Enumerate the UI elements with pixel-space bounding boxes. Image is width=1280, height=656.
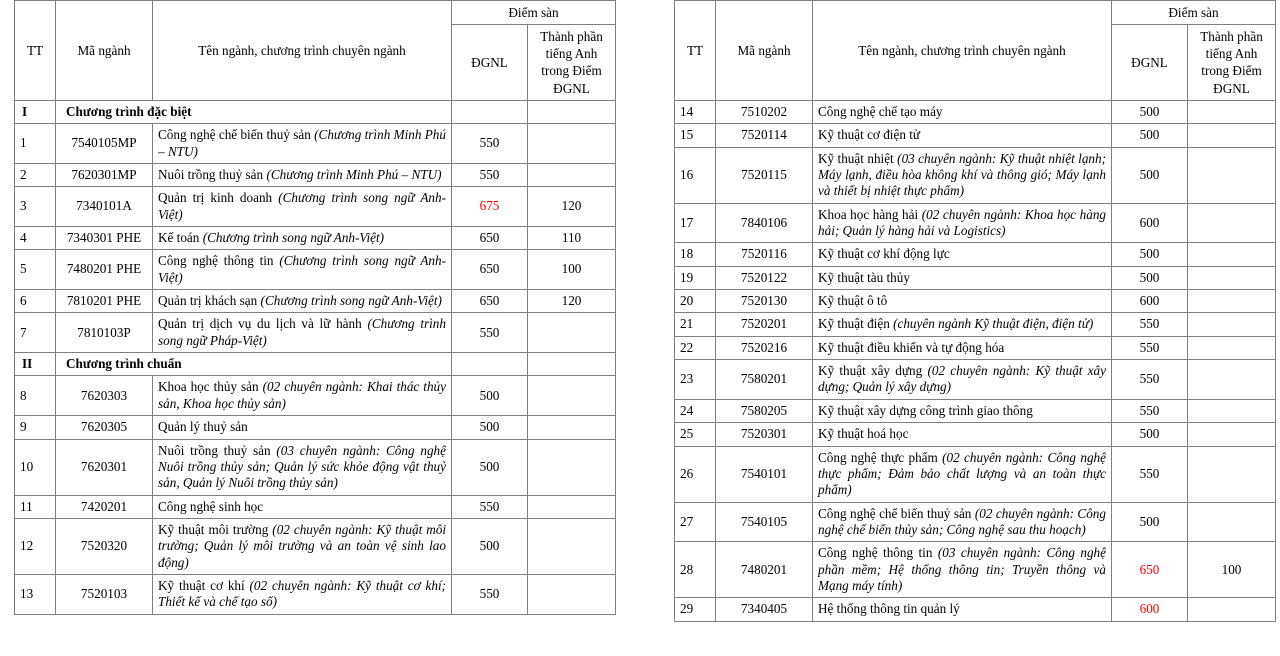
major-specialization-text: (02 chuyên ngành: Khoa học hàng hải; Quản lý hàng hải và Logistics) <box>818 206 1107 238</box>
cell-major-name <box>813 243 1112 266</box>
header-code: Mã ngành <box>716 1 813 101</box>
cell-english-component-score <box>1188 336 1276 359</box>
cell-tt: 19 <box>675 266 716 289</box>
cell-english-component-score <box>1188 313 1276 336</box>
cell-tt: 9 <box>15 416 56 439</box>
header-name: Tên ngành, chương trình chuyên ngành <box>153 1 452 101</box>
major-name-text: Kỹ thuật cơ điện tử <box>818 127 921 143</box>
cell-major-name <box>813 100 1112 123</box>
cell-major-code: 7620301 <box>56 439 153 495</box>
cell-english-component-score <box>1188 266 1276 289</box>
table-row <box>15 163 616 186</box>
major-name-text: Hệ thống thông tin quản lý <box>818 601 960 617</box>
header-english-component: Thành phần tiếng Anh trong Điểm ĐGNL <box>1188 25 1276 101</box>
cell-major-name <box>153 495 452 518</box>
cell-dgnl-score: 500 <box>1112 266 1188 289</box>
major-specialization-text: (02 chuyên ngành: Công nghệ thực phẩm; Đảm bảo chất lượng và an toàn thực phẩm) <box>818 449 1106 498</box>
cell-major-name <box>813 313 1112 336</box>
cell-dgnl-score: 500 <box>452 518 528 574</box>
cell-major-code: 7520115 <box>716 147 813 203</box>
table-row <box>15 313 616 353</box>
cell-dgnl-score: 500 <box>452 416 528 439</box>
cell-tt: 28 <box>675 542 716 598</box>
cell-english-component-score <box>1188 100 1276 123</box>
cell-english-component-score <box>1188 360 1276 400</box>
section-dgnl-cell <box>452 353 528 376</box>
cell-english-component-score: 120 <box>528 290 616 313</box>
major-name-text: Kỹ thuật ô tô <box>818 293 888 309</box>
cell-major-name <box>153 226 452 249</box>
major-specialization-text: (03 chuyên ngành: Kỹ thuật nhiệt lạnh; Máy lạnh, điều hòa không khí và thông gió; Máy lạnh và thiết bị nhiệt thực phẩm) <box>818 150 1107 199</box>
cell-major-code: 7580205 <box>716 399 813 422</box>
major-specialization-text: (Chương trình Minh Phú – NTU) <box>158 127 446 159</box>
cell-tt: 14 <box>675 100 716 123</box>
table-body-left <box>15 100 616 614</box>
table-row <box>675 336 1276 359</box>
cell-tt: 11 <box>15 495 56 518</box>
cell-major-code: 7340301 PHE <box>56 226 153 249</box>
table-row <box>675 313 1276 336</box>
cell-dgnl-score: 650 <box>1112 542 1188 598</box>
major-specialization-text: (Chương trình song ngữ Anh-Việt) <box>202 229 385 245</box>
cell-english-component-score <box>528 163 616 186</box>
cell-major-name <box>153 187 452 227</box>
section-label: Chương trình đặc biệt <box>56 100 452 123</box>
table-row <box>675 147 1276 203</box>
admission-score-table-right <box>674 0 1276 622</box>
cell-dgnl-score: 550 <box>452 124 528 164</box>
cell-major-code: 7580201 <box>716 360 813 400</box>
cell-dgnl-score: 550 <box>452 495 528 518</box>
major-name-text: Kỹ thuật cơ khí động lực <box>818 246 950 262</box>
cell-major-code: 7480201 <box>716 542 813 598</box>
table-row <box>675 446 1276 502</box>
table-row <box>675 290 1276 313</box>
cell-major-code: 7340101A <box>56 187 153 227</box>
major-specialization-text: (Chương trình song ngữ Pháp-Việt) <box>158 316 446 348</box>
cell-major-name <box>813 266 1112 289</box>
cell-english-component-score: 120 <box>528 187 616 227</box>
major-name-text: Nuôi trồng thuỷ sản <box>158 166 264 182</box>
cell-dgnl-score: 550 <box>452 163 528 186</box>
major-name-text: Kỹ thuật xây dựng công trình giao thông <box>818 402 1033 418</box>
table-row <box>15 124 616 164</box>
cell-tt: 21 <box>675 313 716 336</box>
cell-dgnl-score: 600 <box>1112 598 1188 621</box>
major-name-text: Kế toán <box>158 229 200 245</box>
cell-tt: 27 <box>675 502 716 542</box>
major-specialization-text: (Chương trình song ngữ Anh-Việt) <box>260 293 442 309</box>
cell-dgnl-score: 500 <box>1112 100 1188 123</box>
cell-tt: 2 <box>15 163 56 186</box>
cell-major-code: 7540105 <box>716 502 813 542</box>
cell-dgnl-score: 650 <box>452 250 528 290</box>
cell-tt: 22 <box>675 336 716 359</box>
section-number: II <box>15 353 56 376</box>
cell-tt: 25 <box>675 423 716 446</box>
cell-major-code: 7520116 <box>716 243 813 266</box>
major-name-text: Công nghệ chế biến thuỷ sản <box>158 127 311 143</box>
cell-tt: 18 <box>675 243 716 266</box>
cell-dgnl-score: 500 <box>452 439 528 495</box>
table-section-row <box>15 100 616 123</box>
cell-english-component-score <box>1188 502 1276 542</box>
cell-major-code: 7420201 <box>56 495 153 518</box>
cell-major-name <box>813 598 1112 621</box>
cell-english-component-score <box>1188 124 1276 147</box>
header-name: Tên ngành, chương trình chuyên ngành <box>813 1 1112 101</box>
table-row <box>15 290 616 313</box>
admission-table-right-container <box>674 0 1276 622</box>
cell-tt: 10 <box>15 439 56 495</box>
table-row <box>15 226 616 249</box>
cell-major-name <box>813 336 1112 359</box>
cell-major-code: 7540105MP <box>56 124 153 164</box>
major-name-text: Công nghệ thông tin <box>818 545 933 561</box>
cell-dgnl-score: 500 <box>1112 147 1188 203</box>
major-name-text: Công nghệ thực phẩm <box>818 449 938 465</box>
cell-english-component-score <box>528 313 616 353</box>
cell-dgnl-score: 500 <box>1112 243 1188 266</box>
cell-tt: 12 <box>15 518 56 574</box>
cell-dgnl-score: 550 <box>452 575 528 615</box>
cell-dgnl-score: 650 <box>452 290 528 313</box>
cell-major-code: 7520320 <box>56 518 153 574</box>
cell-major-code: 7620303 <box>56 376 153 416</box>
cell-english-component-score <box>1188 446 1276 502</box>
cell-english-component-score <box>1188 598 1276 621</box>
table-row <box>675 266 1276 289</box>
table-row <box>15 439 616 495</box>
cell-major-code: 7520301 <box>716 423 813 446</box>
header-dgnl: ĐGNL <box>1112 25 1188 101</box>
cell-tt: 5 <box>15 250 56 290</box>
table-row <box>675 598 1276 621</box>
cell-major-name <box>813 124 1112 147</box>
cell-dgnl-score: 500 <box>452 376 528 416</box>
cell-major-code: 7520130 <box>716 290 813 313</box>
header-dgnl: ĐGNL <box>452 25 528 101</box>
cell-english-component-score <box>528 376 616 416</box>
cell-major-name <box>153 124 452 164</box>
major-specialization-text: (02 chuyên ngành: Kỹ thuật môi trường; Quản lý môi trường và an toàn vệ sinh lao động) <box>158 521 447 570</box>
cell-dgnl-score: 500 <box>1112 423 1188 446</box>
cell-dgnl-score: 550 <box>1112 313 1188 336</box>
cell-dgnl-score: 550 <box>1112 360 1188 400</box>
cell-english-component-score <box>528 439 616 495</box>
table-row <box>675 124 1276 147</box>
major-name-text: Kỹ thuật cơ khí <box>158 578 245 594</box>
cell-major-name <box>153 575 452 615</box>
table-row <box>675 100 1276 123</box>
cell-major-code: 7520201 <box>716 313 813 336</box>
cell-english-component-score: 100 <box>1188 542 1276 598</box>
cell-tt: 1 <box>15 124 56 164</box>
table-row <box>15 376 616 416</box>
cell-major-code: 7810201 PHE <box>56 290 153 313</box>
cell-dgnl-score: 500 <box>1112 124 1188 147</box>
major-specialization-text: (02 chuyên ngành: Công nghệ chế biến thủy sản; Công nghệ sau thu hoạch) <box>818 505 1106 537</box>
header-tt: TT <box>15 1 56 101</box>
major-name-text: Kỹ thuật điều khiển và tự động hóa <box>818 339 1005 355</box>
header-score-group: Điểm sàn <box>452 1 616 25</box>
cell-major-code: 7520216 <box>716 336 813 359</box>
cell-major-name <box>153 439 452 495</box>
cell-tt: 20 <box>675 290 716 313</box>
cell-english-component-score <box>1188 147 1276 203</box>
cell-english-component-score <box>1188 243 1276 266</box>
cell-major-code: 7520122 <box>716 266 813 289</box>
cell-english-component-score <box>528 416 616 439</box>
cell-tt: 4 <box>15 226 56 249</box>
cell-english-component-score <box>528 518 616 574</box>
cell-dgnl-score: 600 <box>1112 290 1188 313</box>
cell-dgnl-score: 675 <box>452 187 528 227</box>
major-name-text: Công nghệ chế tạo máy <box>818 103 943 119</box>
cell-major-name <box>153 376 452 416</box>
header-score-group: Điểm sàn <box>1112 1 1276 25</box>
table-row <box>15 187 616 227</box>
table-header-right <box>675 1 1276 101</box>
major-specialization-text: (02 chuyên ngành: Kỹ thuật cơ khí; Thiết kế và chế tạo số) <box>158 578 446 610</box>
major-name-text: Kỹ thuật môi trường <box>158 521 269 537</box>
major-name-text: Quản lý thuỷ sản <box>158 419 248 435</box>
cell-major-name <box>153 250 452 290</box>
cell-english-component-score <box>1188 203 1276 243</box>
major-specialization-text: (Chương trình song ngữ Anh-Việt) <box>158 190 446 222</box>
cell-dgnl-score: 550 <box>452 313 528 353</box>
cell-tt: 24 <box>675 399 716 422</box>
table-row <box>15 518 616 574</box>
major-specialization-text: (03 chuyên ngành: Công nghệ Nuôi trồng thủy sản; Quản lý sức khỏe động vật thuỷ sản, Quản lý Nuôi trồng thủy sản) <box>158 442 446 491</box>
cell-tt: 16 <box>675 147 716 203</box>
cell-dgnl-score: 650 <box>452 226 528 249</box>
cell-major-name <box>153 163 452 186</box>
major-name-text: Kỹ thuật hoá học <box>818 426 909 442</box>
cell-major-code: 7620305 <box>56 416 153 439</box>
major-name-text: Khoa học thủy sản <box>158 379 259 395</box>
cell-major-code: 7840106 <box>716 203 813 243</box>
major-name-text: Công nghệ thông tin <box>158 253 274 269</box>
major-name-text: Kỹ thuật nhiệt <box>818 150 894 166</box>
section-component-cell <box>528 100 616 123</box>
cell-tt: 17 <box>675 203 716 243</box>
major-specialization-text: (02 chuyên ngành: Khai thác thủy sản, Khoa học thủy sản) <box>158 379 447 411</box>
cell-english-component-score <box>1188 423 1276 446</box>
cell-major-name <box>813 290 1112 313</box>
cell-dgnl-score: 550 <box>1112 336 1188 359</box>
cell-major-name <box>813 147 1112 203</box>
major-specialization-text: (02 chuyên ngành: Kỹ thuật xây dựng; Quản lý xây dựng) <box>818 363 1106 395</box>
section-component-cell <box>528 353 616 376</box>
cell-major-name <box>153 313 452 353</box>
header-tt: TT <box>675 1 716 101</box>
major-name-text: Nuôi trồng thuỷ sản <box>158 442 271 458</box>
table-section-row <box>15 353 616 376</box>
table-row <box>675 360 1276 400</box>
table-row <box>675 399 1276 422</box>
cell-major-name <box>813 360 1112 400</box>
table-header-left <box>15 1 616 101</box>
cell-major-name <box>813 423 1112 446</box>
major-name-text: Kỹ thuật tàu thủy <box>818 269 910 285</box>
cell-major-name <box>813 446 1112 502</box>
header-row-group <box>15 1 616 25</box>
cell-tt: 6 <box>15 290 56 313</box>
major-specialization-text: (Chương trình Minh Phú – NTU) <box>266 166 442 182</box>
cell-tt: 23 <box>675 360 716 400</box>
cell-english-component-score <box>528 495 616 518</box>
cell-dgnl-score: 600 <box>1112 203 1188 243</box>
table-row <box>675 423 1276 446</box>
cell-major-code: 7520103 <box>56 575 153 615</box>
cell-major-code: 7510202 <box>716 100 813 123</box>
cell-major-name <box>153 290 452 313</box>
header-english-component: Thành phần tiếng Anh trong Điểm ĐGNL <box>528 25 616 101</box>
cell-english-component-score <box>1188 290 1276 313</box>
cell-major-code: 7340405 <box>716 598 813 621</box>
table-row <box>675 243 1276 266</box>
cell-major-name <box>153 416 452 439</box>
major-name-text: Quản trị dịch vụ du lịch và lữ hành <box>158 316 362 332</box>
table-row <box>15 575 616 615</box>
major-specialization-text: (Chương trình song ngữ Anh-Việt) <box>158 253 446 285</box>
header-code: Mã ngành <box>56 1 153 101</box>
table-body-right <box>675 100 1276 621</box>
major-name-text: Công nghệ sinh học <box>158 498 264 514</box>
cell-major-name <box>813 542 1112 598</box>
cell-english-component-score <box>1188 399 1276 422</box>
major-specialization-text: (chuyên ngành Kỹ thuật điện, điện tử) <box>893 316 1094 332</box>
section-label: Chương trình chuẩn <box>56 353 452 376</box>
cell-english-component-score <box>528 575 616 615</box>
major-specialization-text: (03 chuyên ngành: Công nghệ phần mềm; Hệ thống thông tin; Truyền thông và Mạng máy tính) <box>818 545 1106 594</box>
major-name-text: Quản trị khách sạn <box>158 293 258 309</box>
cell-english-component-score: 100 <box>528 250 616 290</box>
header-row-group <box>675 1 1276 25</box>
cell-tt: 7 <box>15 313 56 353</box>
cell-dgnl-score: 550 <box>1112 446 1188 502</box>
admission-table-left-container <box>14 0 616 615</box>
admission-score-table-left <box>14 0 616 615</box>
table-row <box>675 542 1276 598</box>
cell-english-component-score: 110 <box>528 226 616 249</box>
major-name-text: Kỹ thuật xây dựng <box>818 363 923 379</box>
table-row <box>15 495 616 518</box>
section-dgnl-cell <box>452 100 528 123</box>
table-row <box>675 203 1276 243</box>
cell-major-name <box>153 518 452 574</box>
cell-major-name <box>813 502 1112 542</box>
cell-major-code: 7620301MP <box>56 163 153 186</box>
cell-dgnl-score: 500 <box>1112 502 1188 542</box>
cell-major-code: 7540101 <box>716 446 813 502</box>
cell-tt: 15 <box>675 124 716 147</box>
cell-tt: 8 <box>15 376 56 416</box>
cell-dgnl-score: 550 <box>1112 399 1188 422</box>
section-number: I <box>15 100 56 123</box>
table-row <box>15 250 616 290</box>
cell-major-name <box>813 203 1112 243</box>
major-name-text: Công nghệ chế biến thuỷ sản <box>818 505 972 521</box>
major-name-text: Khoa học hàng hải <box>818 206 919 222</box>
cell-tt: 13 <box>15 575 56 615</box>
major-name-text: Quản trị kinh doanh <box>158 190 273 206</box>
cell-tt: 3 <box>15 187 56 227</box>
major-name-text: Kỹ thuật điện <box>818 316 890 332</box>
cell-english-component-score <box>528 124 616 164</box>
cell-major-name <box>813 399 1112 422</box>
table-row <box>675 502 1276 542</box>
cell-tt: 26 <box>675 446 716 502</box>
cell-major-code: 7480201 PHE <box>56 250 153 290</box>
table-row <box>15 416 616 439</box>
cell-major-code: 7810103P <box>56 313 153 353</box>
cell-major-code: 7520114 <box>716 124 813 147</box>
cell-tt: 29 <box>675 598 716 621</box>
